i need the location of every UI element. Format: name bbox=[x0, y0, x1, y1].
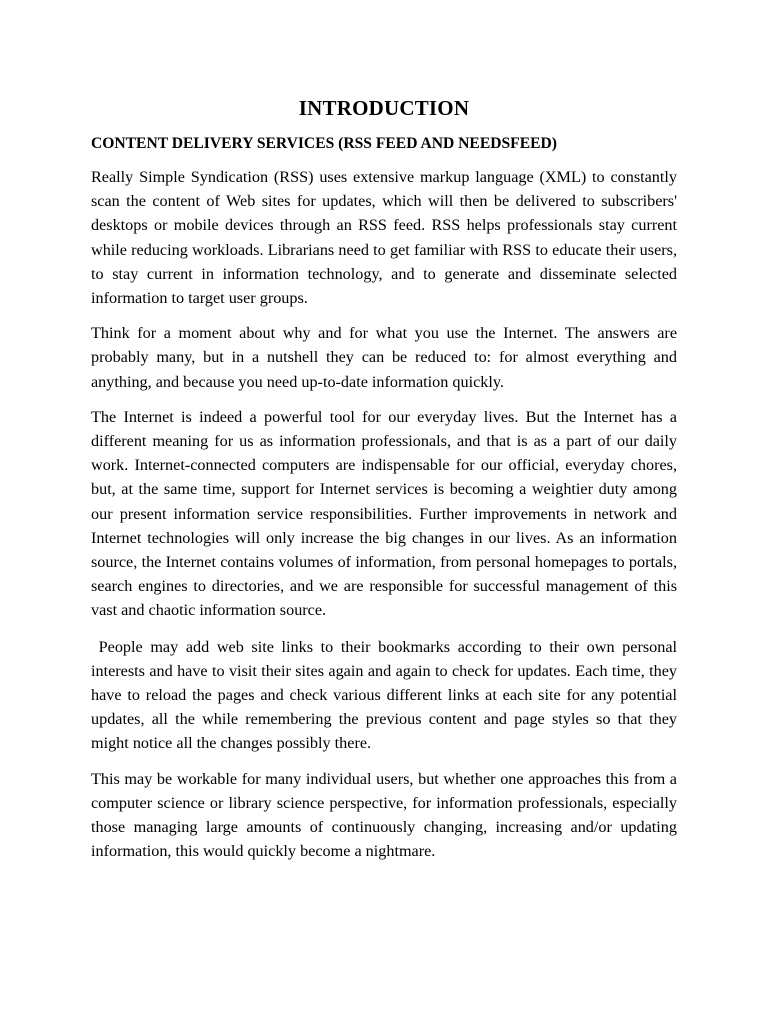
paragraph-internet-use: Think for a moment about why and for what you use the Internet. The answers are probably many, but in a nutshell they can be reduced to: for almost everything and anything, and because you need up-to-date information quickly. bbox=[91, 324, 677, 391]
paragraph-bookmarks: People may add web site links to their bookmarks according to their own personal interests and have to visit their sites again and again to check for updates. Each time, they have to reload the pages and check various different links at each site for any potential updates, all the while remembering the previous content and page styles so that they might notice all the changes possibly there. bbox=[91, 637, 682, 753]
paragraph-internet-tool: The Internet is indeed a powerful tool for our everyday lives. But the Internet has a different meaning for us as information professionals, and that is as a part of our daily work. Internet-connected computers are indispensable for our official, everyday chores, but, at the same time, support for Internet services is becoming a weightier duty among our present information service responsibilities. Further improvements in network and Internet technologies will only increase the big changes in our lives. As an information source, the Internet contains volumes of information, from personal homepages to portals, search engines to directories, and we are responsible for successful management of this vast and chaotic information source. bbox=[91, 407, 677, 620]
page-title: INTRODUCTION bbox=[298, 96, 470, 120]
document-content bbox=[91, 94, 682, 863]
section-heading: CONTENT DELIVERY SERVICES (RSS FEED AND NEEDSFEED) bbox=[91, 135, 557, 152]
paragraph-rss-definition: Really Simple Syndication (RSS) uses extensive markup language (XML) to constantly scan the content of Web sites for updates, which will then be delivered to subscribers' desktops or mobile devices through an RSS feed. RSS helps professionals stay current while reducing workloads. Librarians need to get familiar with RSS to educate their users, to stay current in information technology, and to generate and disseminate selected information to target user groups. bbox=[91, 168, 677, 308]
paragraph-nightmare: This may be workable for many individual users, but whether one approaches this from a computer science or library science perspective, for information professionals, especially those managing large amounts of continuously changing, increasing and/or updating information, this would quickly become a nightmare. bbox=[91, 769, 677, 861]
